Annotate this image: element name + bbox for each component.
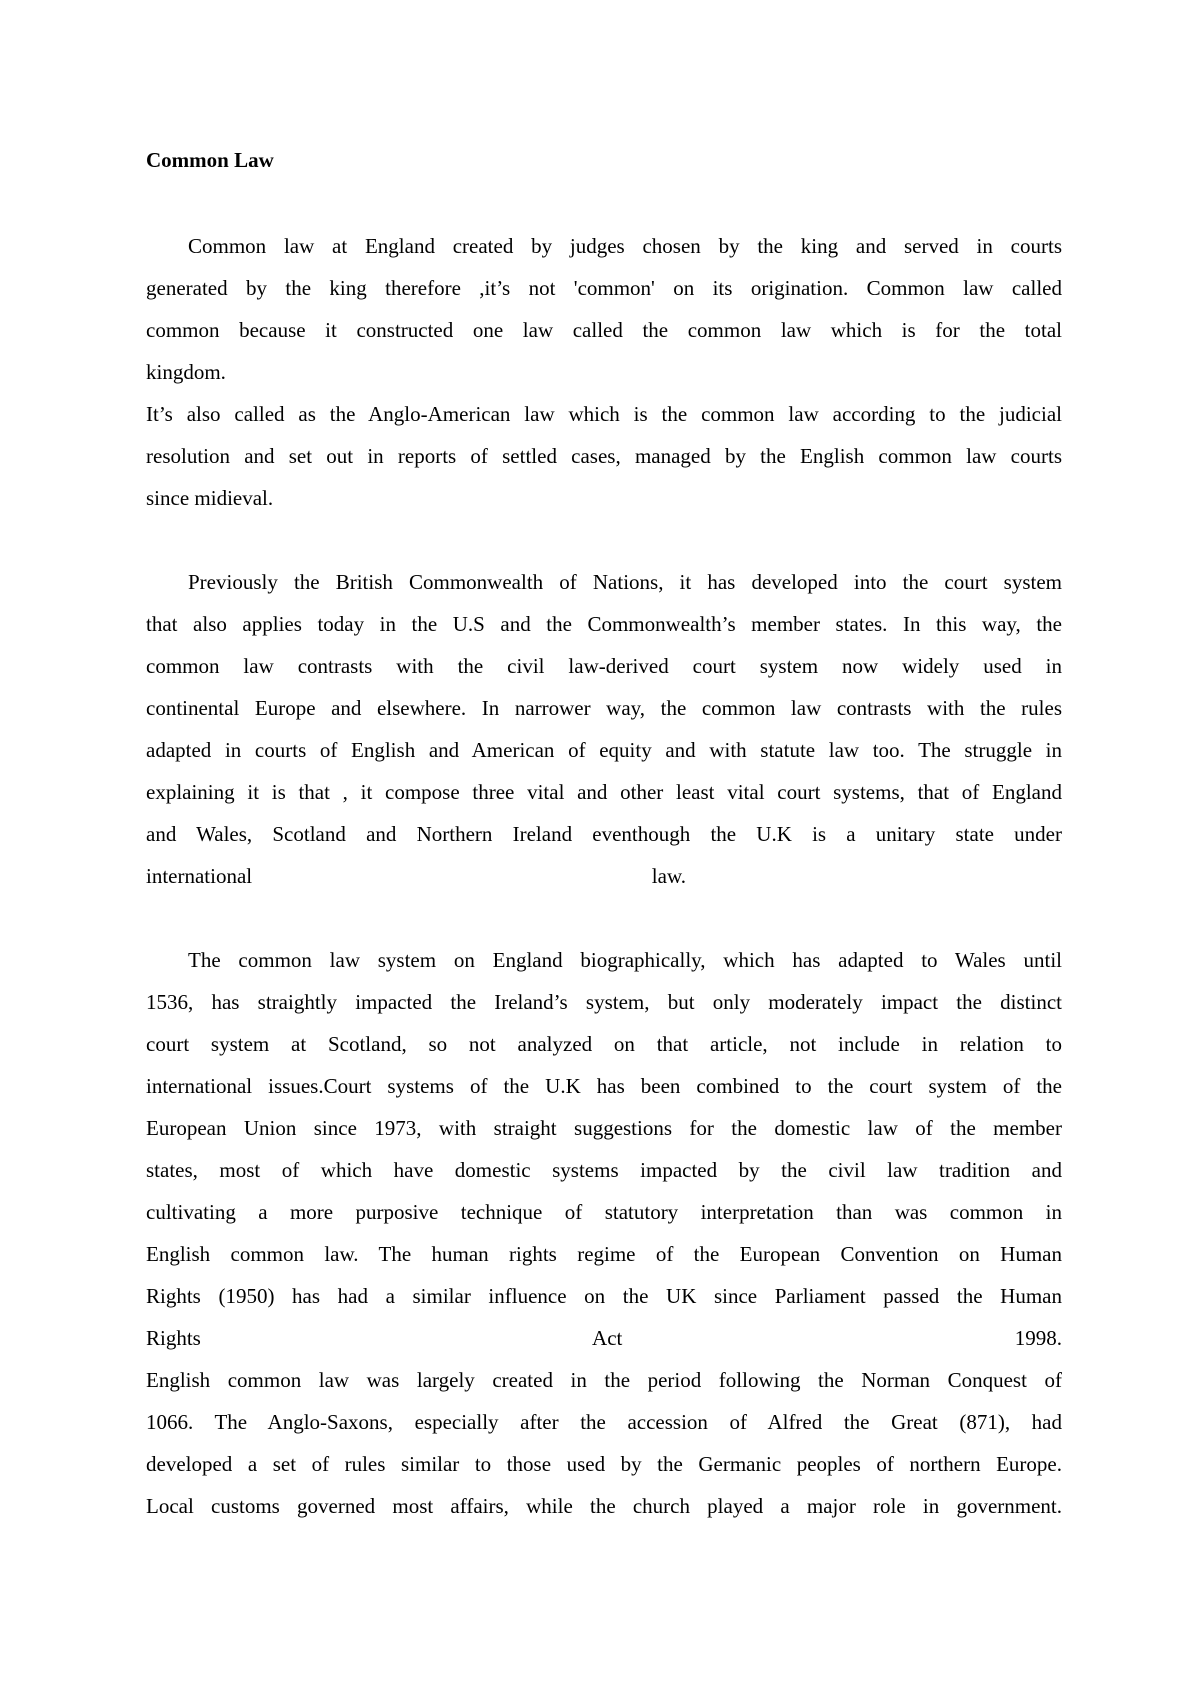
paragraph-line: Rights (1950) has had a similar influence on the UK since Parliament passed the Human [146, 1284, 1062, 1308]
paragraph-line: cultivating a more purposive technique of statutory interpretation than was common in [146, 1200, 1062, 1224]
paragraph-line: Local customs governed most affairs, while the church played a major role in government. [146, 1494, 1062, 1518]
paragraph-line: continental Europe and elsewhere. In narrower way, the common law contrasts with the rules [146, 696, 1062, 720]
paragraph-line: kingdom. [146, 360, 226, 384]
paragraph-line: common because it constructed one law called the common law which is for the total [146, 318, 1062, 342]
paragraph-line: resolution and set out in reports of settled cases, managed by the English common law courts [146, 444, 1062, 468]
paragraph-line: explaining it is that , it compose three vital and other least vital court systems, that of England [146, 780, 1062, 804]
paragraph-line: adapted in courts of English and American of equity and with statute law too. The struggle in [146, 738, 1062, 762]
paragraph-line: international law. [146, 864, 686, 888]
paragraph-line: 1066. The Anglo-Saxons, especially after the accession of Alfred the Great (871), had [146, 1410, 1062, 1434]
paragraph-line: Previously the British Commonwealth of Nations, it has developed into the court system [188, 570, 1062, 594]
paragraph-line: since midieval. [146, 486, 274, 510]
paragraph-line: that also applies today in the U.S and the Commonwealth’s member states. In this way, the [146, 612, 1062, 636]
paragraph-line: The common law system on England biographically, which has adapted to Wales until [188, 948, 1062, 972]
paragraph-line: developed a set of rules similar to those used by the Germanic peoples of northern Europe. [146, 1452, 1062, 1476]
paragraph-line: English common law. The human rights regime of the European Convention on Human [146, 1242, 1062, 1266]
paragraph-line: Common law at England created by judges chosen by the king and served in courts [188, 234, 1062, 258]
paragraph-line: European Union since 1973, with straight suggestions for the domestic law of the member [146, 1116, 1062, 1140]
paragraph-line: generated by the king therefore ,it’s not 'common' on its origination. Common law called [146, 276, 1062, 300]
paragraph-line: states, most of which have domestic systems impacted by the civil law tradition and [146, 1158, 1062, 1182]
paragraph-line: 1536, has straightly impacted the Ireland’s system, but only moderately impact the distinct [146, 990, 1062, 1014]
paragraph-line: Rights Act 1998. [146, 1326, 1062, 1350]
paragraph-line: It’s also called as the Anglo-American law which is the common law according to the judicial [146, 402, 1062, 426]
paragraph-line: English common law was largely created in the period following the Norman Conquest of [146, 1368, 1062, 1392]
paragraph-line: international issues.Court systems of the U.K has been combined to the court system of the [146, 1074, 1062, 1098]
paragraph-line: and Wales, Scotland and Northern Ireland eventhough the U.K is a unitary state under [146, 822, 1062, 846]
paragraph-line: court system at Scotland, so not analyzed on that article, not include in relation to [146, 1032, 1062, 1056]
paragraph-line: common law contrasts with the civil law-derived court system now widely used in [146, 654, 1062, 678]
page-title: Common Law [146, 148, 274, 172]
